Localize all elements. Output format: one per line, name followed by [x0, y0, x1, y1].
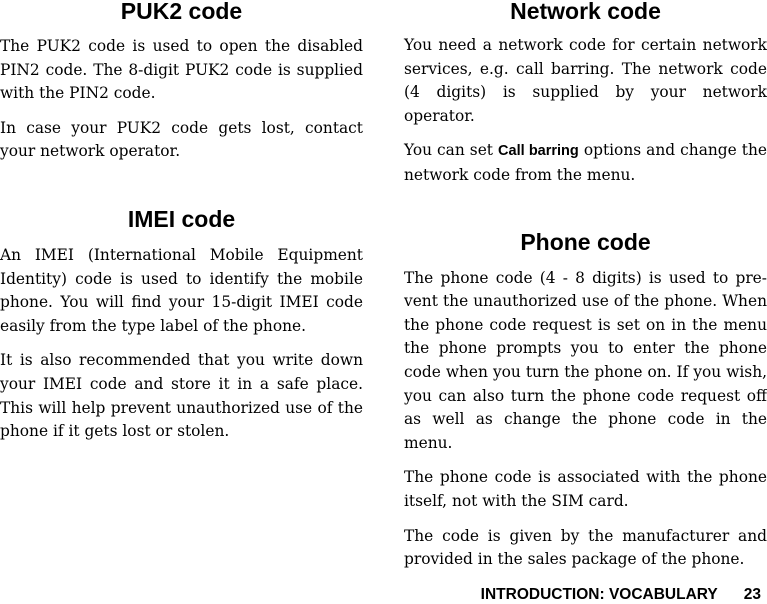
- heading-puk2-code: PUK2 code: [120, 0, 243, 24]
- heading-network-code: Network code: [510, 0, 661, 24]
- footer-section-title: INTRODUCTION: VOCABULARY: [480, 586, 718, 603]
- call-barring-term: Call barring: [498, 143, 579, 160]
- section-phone-code: [404, 228, 767, 572]
- section-imei-code: [0, 205, 363, 444]
- right-column: [404, 0, 767, 572]
- section-puk2-code: [0, 0, 363, 164]
- network-paragraph-2: [404, 139, 767, 187]
- network-paragraph-1: You need a network code for certain network services, e.g. call barring. The network code (4 digits) is supplied by your network operator.: [404, 36, 767, 125]
- phone-paragraph-3: The code is given by the manufacturer and provided in the sales package of the phone.: [404, 526, 767, 569]
- page-number: 23: [743, 586, 761, 603]
- puk2-paragraph-1: The PUK2 code is used to open the disabled PIN2 code. The 8-digit PUK2 code is supplied with the PIN2 code.: [0, 37, 363, 103]
- imei-paragraph-1: An IMEI (International Mobile Equipment Identity) code is used to identify the mobile phone. You will find your 15-digit IMEI code easily from the type label of the phone.: [0, 245, 363, 335]
- network-paragraph-2-before: You can set: [404, 141, 499, 160]
- puk2-paragraph-2: In case your PUK2 code gets lost, contact your network operator.: [0, 118, 363, 161]
- page-footer: [481, 586, 761, 604]
- phone-paragraph-2: The phone code is associated with the phone itself, not with the SIM card.: [404, 468, 767, 510]
- phone-paragraph-1: The phone code (4 - 8 digits) is used to prevent the unauthorized use of the phone. When the phone code request is set on in the menu the phone prompts you to enter the phone code when you turn the phone on. If you wish, you can also turn the phone code request off as well as change the phone code in the menu.: [404, 268, 767, 452]
- section-network-code: [404, 0, 767, 188]
- imei-paragraph-2: It is also recommended that you write down your IMEI code and store it in a safe place. This will help prevent unauthorized use of the phone if it gets lost or stolen.: [0, 351, 363, 441]
- network-paragraph-2-after: options and change the network code from the menu.: [404, 141, 767, 184]
- heading-imei-code: IMEI code: [127, 205, 236, 232]
- heading-phone-code: Phone code: [520, 228, 651, 255]
- left-column: [0, 0, 363, 444]
